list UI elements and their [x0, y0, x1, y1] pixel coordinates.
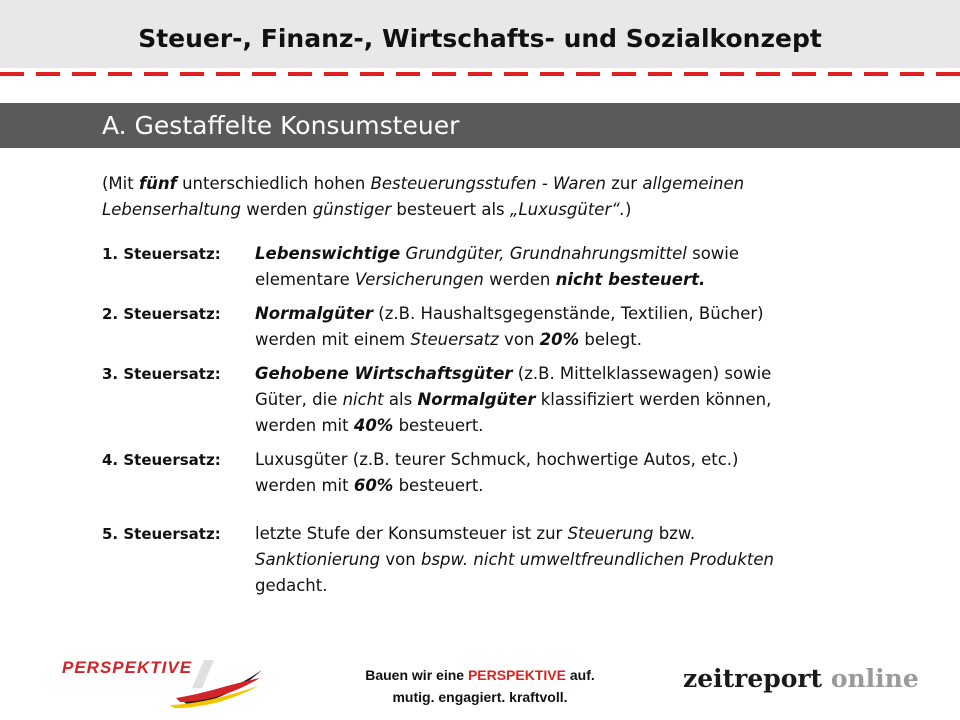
perspektive-logo-text: PERSPEKTIVE	[62, 658, 193, 677]
tagline-suffix: auf.	[565, 667, 595, 683]
zeitreport-logo-light: online	[822, 664, 919, 693]
text-run: Normalgüter	[255, 304, 374, 323]
tax-rate-line	[255, 267, 922, 293]
tagline-prefix: Bauen wir eine	[365, 667, 468, 683]
tax-rate-label: 2. Steuersatz:	[102, 305, 221, 323]
text-run: nicht	[342, 390, 384, 409]
zeitreport-logo	[683, 664, 919, 693]
text-run: Grundgüter, Grundnahrungsmittel	[405, 244, 687, 263]
tax-rate-line	[255, 521, 922, 547]
text-run: werden mit einem	[255, 330, 411, 349]
tax-rate-line	[255, 241, 922, 267]
text-run: werden	[483, 270, 556, 289]
text-run: 40%	[353, 416, 394, 435]
text-run: klassifiziert werden können,	[535, 390, 772, 409]
tax-rate-item-3	[102, 361, 922, 439]
text-run: bzw.	[653, 524, 696, 543]
tax-rate-line	[255, 547, 922, 573]
tagline-highlight: PERSPEKTIVE	[467, 667, 566, 683]
text-run: zur	[605, 174, 643, 193]
section-bar	[0, 103, 960, 148]
text-run: Steuerung	[567, 524, 654, 543]
text-run: Sanktionierung	[255, 550, 381, 569]
text-run: von	[498, 330, 540, 349]
tax-rate-label: 5. Steuersatz:	[102, 525, 221, 543]
text-run: fünf	[138, 174, 177, 193]
tax-rate-item-2	[102, 301, 922, 353]
text-run: letzte Stufe der Konsumsteuer ist zur	[255, 524, 568, 543]
text-run: (Mit	[102, 174, 139, 193]
dashed-divider	[0, 72, 960, 76]
tax-rate-line	[255, 327, 922, 353]
zeitreport-logo-dark: zeitreport	[683, 664, 823, 693]
tax-rate-item-4	[102, 447, 922, 499]
header-bar	[0, 0, 960, 68]
text-run: belegt.	[579, 330, 642, 349]
perspektive-logo	[62, 658, 192, 678]
text-run: (z.B. Mittelklassewagen) sowie	[512, 364, 772, 383]
text-run: elementare	[255, 270, 355, 289]
tagline-line2: mutig. engagiert. kraftvoll.	[392, 689, 568, 705]
footer-tagline	[330, 664, 630, 708]
tax-rate-label: 4. Steuersatz:	[102, 451, 221, 469]
intro-text	[102, 171, 902, 223]
text-run: sowie	[686, 244, 740, 263]
text-run: Gehobene Wirtschaftsgüter	[255, 364, 513, 383]
text-run: besteuert als	[391, 200, 510, 219]
text-run: 20%	[539, 330, 580, 349]
tax-rate-item-1	[102, 241, 922, 293]
text-run: )	[625, 200, 632, 219]
german-flag-swoosh-icon	[148, 658, 268, 708]
text-run: bspw. nicht umweltfreundlichen Produkten	[420, 550, 775, 569]
text-run: Güter, die	[255, 390, 343, 409]
text-run: Versicherungen	[354, 270, 484, 289]
text-run: werden mit	[255, 476, 354, 495]
intro-line	[102, 197, 902, 223]
page-title: Steuer-, Finanz-, Wirtschafts- und Sozialkonzept	[138, 24, 822, 53]
text-run: als	[383, 390, 418, 409]
tax-rate-label: 3. Steuersatz:	[102, 365, 221, 383]
section-title: A. Gestaffelte Konsumsteuer	[102, 111, 460, 140]
intro-line	[102, 171, 902, 197]
text-run: werden	[240, 200, 313, 219]
text-run: besteuert.	[393, 416, 484, 435]
tax-rate-line	[255, 387, 922, 413]
text-run: Normalgüter	[417, 390, 536, 409]
text-run: günstiger	[312, 200, 392, 219]
tax-rate-line	[255, 361, 922, 387]
tax-rate-line	[255, 473, 922, 499]
tax-rate-label: 1. Steuersatz:	[102, 245, 221, 263]
text-run: „Luxusgüter“.	[509, 200, 626, 219]
text-run: von	[380, 550, 421, 569]
text-run: allgemeinen	[642, 174, 745, 193]
text-run: nicht besteuert.	[555, 270, 706, 289]
tax-rate-item-5	[102, 521, 922, 599]
text-run: Besteuerungsstufen - Waren	[370, 174, 606, 193]
text-run: Lebenserhaltung	[102, 200, 241, 219]
text-run: werden mit	[255, 416, 354, 435]
tax-rate-line	[255, 447, 922, 473]
text-run: 60%	[353, 476, 394, 495]
tax-rate-line	[255, 413, 922, 439]
text-run: Lebenswichtige	[255, 244, 401, 263]
tax-rate-line	[255, 573, 922, 599]
text-run: (z.B. Haushaltsgegenstände, Textilien, Bücher)	[373, 304, 764, 323]
text-run: gedacht.	[255, 576, 328, 595]
text-run: Steuersatz	[410, 330, 499, 349]
text-run: Luxusgüter (z.B. teurer Schmuck, hochwertige Autos, etc.)	[255, 450, 739, 469]
text-run: besteuert.	[393, 476, 484, 495]
tax-rate-line	[255, 301, 922, 327]
text-run: unterschiedlich hohen	[176, 174, 371, 193]
